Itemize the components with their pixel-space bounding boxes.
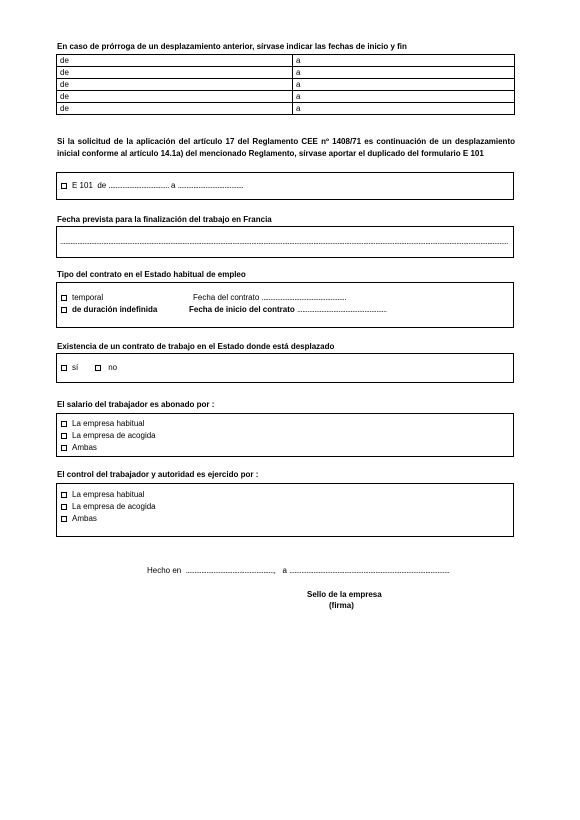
indefinida-checkbox[interactable] — [61, 307, 67, 313]
hecho-date-field[interactable]: ............................................................................................. — [289, 566, 450, 575]
existencia-heading: Existencia de un contrato de trabajo en el Estado donde está desplazado — [57, 342, 335, 351]
list-item — [61, 419, 145, 428]
salario-acogida-label: La empresa de acogida — [72, 431, 156, 440]
date-from-field[interactable]: de — [57, 79, 293, 91]
control-habitual-label: La empresa habitual — [72, 490, 145, 499]
table-row — [57, 103, 515, 115]
fecha-contrato-line — [193, 293, 346, 302]
contrato-heading: Tipo del contrato en el Estado habitual de empleo — [57, 270, 246, 279]
date-to-field[interactable]: a — [293, 103, 515, 115]
salario-habitual-checkbox[interactable] — [61, 421, 67, 427]
control-ambas-label: Ambas — [72, 514, 97, 523]
e101-de-label: de — [97, 181, 107, 190]
control-habitual-checkbox[interactable] — [61, 492, 67, 498]
contrato-box — [56, 282, 514, 328]
list-item — [61, 490, 145, 499]
finalizacion-heading: Fecha prevista para la finalización del trabajo en Francia — [57, 215, 272, 224]
salario-heading: El salario del trabajador es abonado por : — [57, 400, 215, 409]
salario-ambas-checkbox[interactable] — [61, 445, 67, 451]
sello-label: Sello de la empresa — [307, 590, 382, 599]
e101-to-field[interactable]: ...................................... — [177, 181, 244, 190]
articulo17-paragraph: Si la solicitud de la aplicación del artículo 17 del Reglamento CEE nº 1408/71 es continuación de un desplazamiento inicial conforme al artículo 14.1a) del mencionado Reglamento, sírvase aportar el duplicado del formulario E 101 — [57, 137, 515, 158]
temporal-option — [61, 293, 103, 302]
existencia-box — [56, 353, 514, 383]
si-option — [61, 363, 78, 372]
indefinida-label: de duración indefinida — [72, 305, 158, 314]
indefinida-option — [61, 305, 157, 314]
fecha-contrato-label: Fecha del contrato — [193, 293, 260, 302]
control-acogida-checkbox[interactable] — [61, 504, 67, 510]
list-item — [61, 502, 156, 511]
date-from-field[interactable]: de — [57, 67, 293, 79]
e101-checkbox[interactable] — [61, 183, 67, 189]
control-box — [56, 483, 514, 537]
hecho-en-line: Hecho en ..................................................., a ............................................................................................. — [147, 566, 450, 575]
list-item — [61, 514, 97, 523]
salario-acogida-checkbox[interactable] — [61, 433, 67, 439]
list-item — [61, 431, 156, 440]
fecha-inicio-line — [189, 305, 387, 314]
control-heading: El control del trabajador y autoridad es ejercido por : — [57, 470, 259, 479]
date-to-field[interactable]: a — [293, 91, 515, 103]
fecha-inicio-field[interactable]: .................................................... — [297, 305, 387, 314]
fecha-inicio-label: Fecha de inicio del contrato — [189, 305, 295, 314]
date-to-field[interactable]: a — [293, 67, 515, 79]
temporal-checkbox[interactable] — [61, 295, 67, 301]
date-from-field[interactable]: de — [57, 91, 293, 103]
salario-habitual-label: La empresa habitual — [72, 419, 145, 428]
temporal-label: temporal — [72, 293, 104, 302]
date-from-field[interactable]: de — [57, 103, 293, 115]
finalizacion-date-field[interactable]: .................................................................................................................................................................................................................................................................... — [60, 237, 508, 246]
table-row — [57, 67, 515, 79]
salario-box — [56, 413, 514, 457]
salario-ambas-label: Ambas — [72, 443, 97, 452]
hecho-en-place-field[interactable]: ................................................... — [185, 566, 274, 575]
table-row — [57, 79, 515, 91]
table-row — [57, 91, 515, 103]
fecha-contrato-field[interactable]: ................................................. — [261, 293, 346, 302]
si-checkbox[interactable] — [61, 365, 67, 371]
hecho-en-label: Hecho en — [147, 566, 182, 575]
table-row — [57, 55, 515, 67]
list-item — [61, 443, 97, 452]
control-acogida-label: La empresa de acogida — [72, 502, 156, 511]
finalizacion-box — [56, 226, 514, 258]
date-to-field[interactable]: a — [293, 55, 515, 67]
date-to-field[interactable]: a — [293, 79, 515, 91]
si-label: sí — [72, 363, 79, 372]
e101-line — [61, 181, 243, 190]
prorroga-heading: En caso de prórroga de un desplazamiento anterior, sírvase indicar las fechas de inicio y fin — [57, 42, 407, 51]
date-from-field[interactable]: de — [57, 55, 293, 67]
no-checkbox[interactable] — [95, 365, 101, 371]
no-option — [95, 363, 117, 372]
firma-label: (firma) — [329, 601, 354, 610]
e101-box — [56, 172, 514, 200]
e101-from-field[interactable]: ................................... — [108, 181, 169, 190]
hecho-a-label: a — [282, 566, 287, 575]
e101-a-label: a — [171, 181, 176, 190]
no-label: no — [108, 363, 118, 372]
control-ambas-checkbox[interactable] — [61, 516, 67, 522]
prorroga-dates-table — [56, 54, 515, 115]
e101-label: E 101 — [72, 181, 93, 190]
